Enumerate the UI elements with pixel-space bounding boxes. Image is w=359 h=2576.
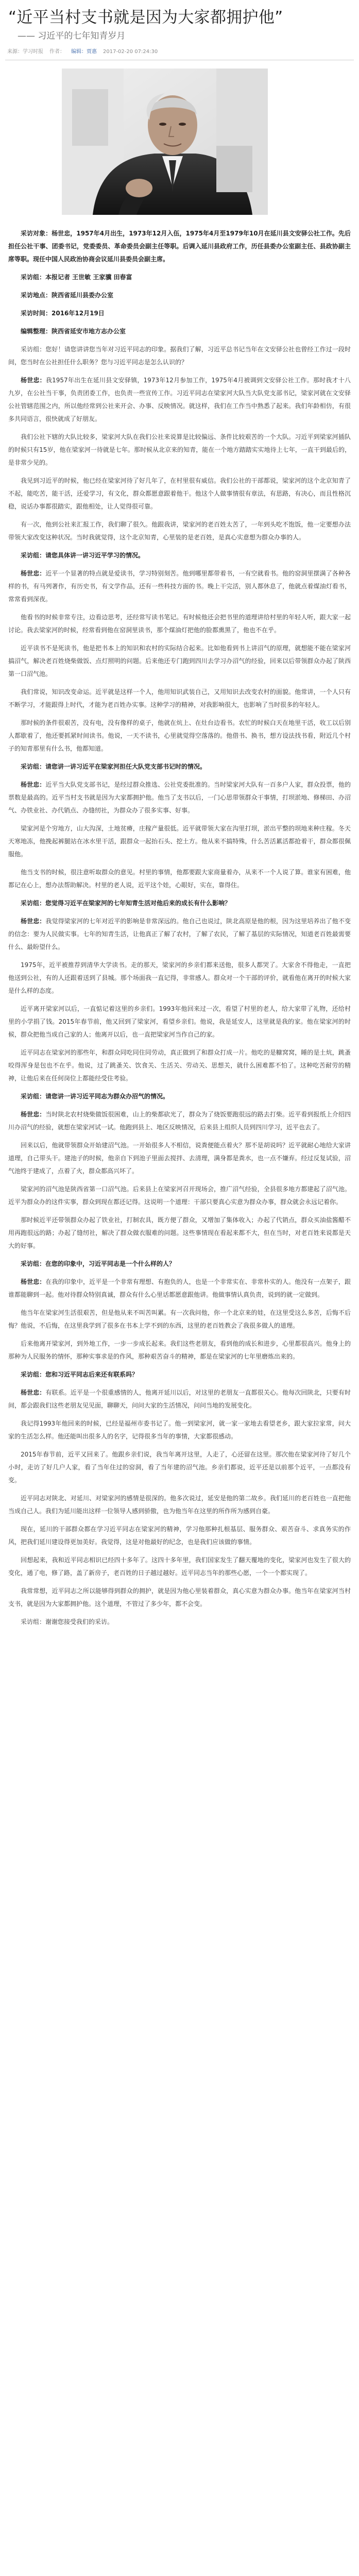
paragraph-text: 采访组：请您讲一讲习近平在梁家河担任大队党支部书记时的情况。	[21, 763, 207, 770]
article-paragraph	[8, 1183, 351, 1209]
paragraph-text: 采访组：您和习近平同志后来还有联系吗？	[21, 1371, 139, 1378]
paragraph-text: 采访组：请您讲一讲习近平同志为群众办沼气的情况。	[21, 1093, 169, 1100]
article-paragraph	[8, 760, 351, 773]
article-paragraph	[8, 325, 351, 338]
article-paragraph	[8, 1258, 351, 1270]
paragraph-text: 采访组：本报记者 王世敏 王家骥 田春富	[21, 274, 132, 281]
paragraph-text: 回想起来，我和近平同志相识已经四十多年了。这四十多年里，我们国家发生了翻天覆地的变化，梁家河也发生了很大的变化，通了电，修了路，盖了新房子，老百姓的日子越过越好。近平同志当年的那些心愿，一个一个都实现了。	[8, 1556, 351, 1577]
article-paragraph	[8, 518, 351, 544]
interviewee-photo	[62, 69, 268, 215]
paragraph-text: 我们常说，知识改变命运。近平就是这样一个人，他用知识武装自己，又用知识去改变农村的面貌。他常讲，一个人只有不断学习，才能跟得上时代，才能为老百姓办实事。这种学习的精神，对我影响很大，也影响了当时很多的年轻人。	[8, 688, 351, 708]
article-subtitle: —— 习近平的七年知青岁月	[18, 31, 126, 41]
paragraph-text: 采访组：在您的印象中，习近平同志是一个什么样的人？	[21, 1260, 176, 1267]
speaker-label: 杨世忠：	[21, 918, 46, 925]
article-paragraph	[8, 271, 351, 284]
article-paragraph	[8, 897, 351, 910]
article-paragraph	[8, 1337, 351, 1363]
article-paragraph	[8, 915, 351, 954]
article-paragraph	[8, 1003, 351, 1041]
paragraph-text: 梁家河是个穷地方，山大沟深，土地贫瘠，庄稼产量很低。近平就带领大家在沟里打坝，淤出平整的坝地来种庄稼。冬天天寒地冻，他挽起裤腿站在冰水里干活，跟群众一起抬石头、挖土方。他从来不搞特殊，什么苦活累活都抢着干，群众都很佩服他。	[8, 825, 351, 858]
paragraph-text: 后来他离开梁家河，到外地工作，一步一步成长起来。我们这些老朋友，看到他的成长和进步，心里都很高兴。他身上的那种为人民服务的情怀，那种实事求是的作风，那种艰苦奋斗的精神，都是在梁家河的七年里磨炼出来的。	[8, 1340, 351, 1360]
paragraph-text: 采访地点：陕西省延川县委办公室	[21, 292, 114, 299]
article-paragraph	[8, 1307, 351, 1332]
paragraph-text: 近平一个显著的特点就是爱读书，学习特别刻苦。他到哪里都带着书，一有空就看书。他的窑洞里摆满了各种各样的书，有马列著作，有历史书，有文学作品，还有一些科技方面的书。晚上干完活，别人都休息了，他就点着煤油灯看书，常常看到深夜。	[8, 570, 351, 603]
article-paragraph	[8, 611, 351, 637]
article-paragraph	[8, 1386, 351, 1412]
paragraph-text: 我们公社下辖的大队比较多，梁家河大队在我们公社来说算是比较偏远、条件比较艰苦的一个大队。习近平到梁家河插队的时候只有15岁，他在梁家河一待就是七年。那时候从北京来的知青，能在一个地方踏踏实实地待上七年，一直干到最后的，是非常少见的。	[8, 433, 351, 466]
article-paragraph	[8, 717, 351, 755]
article-paragraph	[8, 1616, 351, 1629]
paragraph-text: 采访时间：2016年12月19日	[21, 310, 105, 317]
article-paragraph	[8, 1368, 351, 1381]
article-paragraph	[8, 866, 351, 892]
paragraph-text: 当时陕北农村烧柴做饭很困难，山上的柴都砍光了，群众为了烧饭要跑很远的路去打柴。近平看到报纸上介绍四川办沼气的经验，就想在梁家河试一试。他跑到县上、地区反映情况，后来县上组织人员到四川学习，近平也去了。	[8, 1111, 351, 1131]
paragraph-text: 梁家河的沼气池是陕西省第一口沼气池。后来县上在梁家河召开现场会，推广沼气经验，全县很多地方都建起了沼气池。近平为群众办的这件实事，群众到现在都还记得。这说明一个道理：干部只要真心实意为群众办事，群众就会永远记着你。	[8, 1185, 351, 1206]
paragraph-text: 近平读书不是死读书，他是把书本上的知识和农村的实际结合起来。比如他看到书上讲沼气的原理，就想能不能在梁家河搞沼气，解决老百姓烧柴做饭、点灯照明的问题。后来他还专门跑到四川去学习办沼气的经验，回来以后带领群众办起了陕西第一口沼气池。	[8, 645, 351, 677]
meta-source: 来源：学习时报	[7, 49, 43, 55]
article-meta	[7, 47, 354, 57]
speaker-label: 杨世忠：	[21, 781, 46, 788]
paragraph-text: 有一次，他到公社来汇报工作，我们聊了很久。他跟我讲，梁家河的老百姓太苦了，一年到头吃不饱饭，他一定要想办法带领大家改变这种状况。当时我就觉得，这个北京知青，心里装的是老百姓，是真心实意想为群众办事的人。	[8, 521, 351, 541]
paragraph-text: 我1957年出生在延川县文安驿镇，1973年12月参加工作，1975年4月被调到文安驿公社工作。那时我才十八九岁，在公社当干事，负责团委工作，也负责一些宣传工作。习近平同志在梁家河大队当大队党支部书记，梁家河就在文安驿公社管辖范围之内，所以他经常到公社来开会、办事、反映情况。就这样，我们在工作当中熟悉了起来。我们年龄相仿，有很多共同语言，很快就成了好朋友。	[8, 377, 351, 422]
article-paragraph	[8, 1276, 351, 1301]
paragraph-text: 他当年在梁家河生活很艰苦，但是他从来不叫苦叫累。有一次我问他，你一个北京来的娃，在这里受这么多苦，后悔不后悔？他说，不后悔，在这里我学到了很多在书本上学不到的东西，这里的老百姓教会了我很多做人的道理。	[8, 1309, 351, 1329]
paragraph-text: 回来以后，他就带领群众开始建沼气池。一开始很多人不相信，说粪便能点着火？那不是胡说吗？近平就耐心地给大家讲道理，自己带头干。建池子的时候，他亲自下到池子里面去搅拌、去清理，满身都是粪水，也一点不嫌弃。经过反复试验，沼气池终于建成了，点着了火，群众都高兴坏了。	[8, 1142, 351, 1175]
paragraph-text: 采访对象：杨世忠，1957年4月出生，1973年12月入伍，1975年4月至1979年10月在延川县文安驿公社工作。先后担任公社干事、团委书记，党委委员、革命委员会副主任等职。后调入延川县政府工作，历任县委办公室副主任、县政协副主席等职。现任中国人民政治协商会议延川县委员会副主席。	[8, 230, 351, 263]
article-paragraph	[8, 778, 351, 817]
paragraph-text: 他当支书的时候，很注意听取群众的意见。村里的事情，他都要跟大家商量着办，从来不一个人说了算。谁家有困难，他都记在心上，想办法帮助解决。村里的老人说，近平这个娃，心眼好，实在，靠得住。	[8, 869, 351, 889]
paragraph-text: 现在，延川的干部群众都在学习近平同志在梁家河的精神，学习他那种扎根基层、服务群众、艰苦奋斗、求真务实的作风，把我们延川建设得更加美好。我觉得，这是对他最好的纪念，也是我们应该做的事情。	[8, 1526, 351, 1546]
speaker-label: 杨世忠：	[21, 570, 46, 577]
meta-author: 作者：	[49, 49, 65, 55]
paragraph-text: 近平当大队党支部书记，是经过群众推选、公社党委批准的。当时梁家河大队有一百多户人家，群众投票，他的票数是最高的。近平当村支书就是因为大家都拥护他。他当了支书以后，一门心思带领群众干事情，打坝淤地、修梯田、办沼气、办铁业社、办代销点、办缝纫社，为群众办了很多实事、好事。	[8, 781, 351, 814]
article-paragraph	[8, 1523, 351, 1549]
article-paragraph	[8, 1139, 351, 1178]
paragraph-text: 那时候近平还带领群众办起了铁业社，打制农具，既方便了群众，又增加了集体收入；办起了代销点，群众买油盐酱醋不用再跑很远的路；办起了缝纫社，解决了群众做衣服难的问题。这些事情现在看起来都不大，但在当时，对老百姓来说都是天大的好事。	[8, 1216, 351, 1249]
article-paragraph	[8, 431, 351, 469]
meta-date: 2017-02-20 07:24:30	[103, 49, 158, 55]
article-paragraph	[8, 959, 351, 997]
article-paragraph	[8, 374, 351, 426]
paragraph-text: 有联系。近平是一个很重感情的人，他离开延川以后，对这里的老朋友一直都很关心。他每次回陕北，只要有时间，都会跟我们这些老朋友见见面，聊聊天，问问大家的生活情况，问问当地的发展变化。	[8, 1389, 351, 1409]
paragraph-text: 采访组：请您具体讲一讲习近平学习的情况。	[21, 552, 145, 559]
paragraph-text: 采访组：您好！请您讲讲您当年对习近平同志的印象。据我们了解，习近平总书记当年在文安驿公社也曾经工作过一段时间，您当时在公社担任什么职务？您与习近平同志是怎么认识的？	[8, 346, 351, 366]
paragraph-text: 我记得1993年他回来的时候，已经是福州市委书记了。他一到梁家河，就一家一家地去看望老乡，跟大家拉家常，问大家的生活怎么样。他还能叫出很多人的名字，记得很多当年的事情，大家都很感动。	[8, 1420, 351, 1440]
paragraph-text: 编辑整理：陕西省延安市地方志办公室	[21, 328, 126, 335]
paragraph-text: 近平离开梁家河以后，一直惦记着这里的乡亲们。1993年他回来过一次，看望了村里的老人，给大家带了礼物，还给村里的小学捐了钱。2015年春节前，他又回到了梁家河，看望乡亲们。他说，我是延安人，这里就是我的家。他在梁家河的时候，群众把他当成自己家的人；他离开以后，也一直把梁家河当作自己的家。	[8, 1005, 351, 1038]
article-paragraph	[8, 1448, 351, 1487]
meta-editor: 编辑：贾惠	[71, 49, 97, 55]
article-paragraph	[8, 822, 351, 861]
article-paragraph	[8, 1554, 351, 1580]
paragraph-text: 那时候的条件很艰苦，没有电，没有像样的桌子，他就在炕上、在灶台边看书。农忙的时候白天在地里干活，收工以后别人都歇着了，他还要抓紧时间读书。他说，一天不读书，心里就觉得空落落的。他借书、换书，想方设法找书看，附近几个村子的知青那里有什么书，他都知道。	[8, 719, 351, 752]
speaker-label: 杨世忠：	[21, 1111, 46, 1118]
paragraph-text: 1975年，近平被推荐到清华大学读书。走的那天，梁家河的乡亲们都来送他，很多人都哭了。大家舍不得他走，一直把他送到公社，有的人还跟着送到了县城。那个场面我一直记得，非常感人。群众对一个干部的评价，就看他在离开的时候大家是什么样的态度。	[8, 961, 351, 994]
paragraph-text: 2015年春节前，近平又回来了。他跟乡亲们说，我当年离开这里，人走了，心还留在这里。那次他在梁家河待了好几个小时，走访了好几户人家，看了当年住过的窑洞，看了当年建的沼气池。乡亲们都说，近平还是以前那个近平，一点都没有变。	[8, 1451, 351, 1484]
article-paragraph	[8, 1492, 351, 1518]
article-paragraph	[8, 567, 351, 606]
article-title: “近平当村支书就是因为大家都拥护他”	[8, 8, 283, 27]
article-paragraph	[8, 1585, 351, 1611]
speaker-label: 杨世忠：	[21, 1389, 46, 1396]
article-paragraph	[8, 343, 351, 369]
paragraph-text: 采访组：您觉得习近平在梁家河的七年知青生活对他后来的成长有什么影响？	[21, 900, 231, 907]
article-paragraph	[8, 1108, 351, 1134]
paragraph-text: 他看书的时候非常专注，边看边思考，还经常写读书笔记。有时候他还会把书里的道理讲给村里的年轻人听，跟大家一起讨论。我去梁家河的时候，经常看到他在窑洞里读书，那个煤油灯把他的脸都熏黑了，他也不在乎。	[8, 614, 351, 634]
article-paragraph	[8, 227, 351, 266]
article-paragraph	[8, 1214, 351, 1252]
article-paragraph	[8, 1046, 351, 1085]
article-paragraph	[8, 474, 351, 513]
speaker-label: 杨世忠：	[21, 1278, 46, 1285]
article-paragraph	[8, 549, 351, 562]
paragraph-text: 近平同志对陕北、对延川、对梁家河的感情是很深的。他多次说过，延安是他的第二故乡。我们延川的老百姓也一直把他当成自己人。我们为延川能出这样一位领导人感到骄傲，也为他当年在这里的所作所为感到自豪。	[8, 1495, 351, 1515]
article-paragraph	[8, 1090, 351, 1103]
paragraph-text: 我觉得梁家河的七年对近平的影响是非常深远的。他自己也说过，陕北高原是他的根，因为这里培养出了他不变的信念：要为人民做实事。七年的知青生活，让他真正了解了农村，了解了农民，了解了基层的实际情况，知道老百姓最需要什么、最盼望什么。	[8, 918, 351, 951]
paragraph-text: 采访组：谢谢您接受我们的采访。	[21, 1618, 114, 1625]
paragraph-text: 我常常想，近平同志之所以能够得到群众的拥护，就是因为他心里装着群众，真心实意为群众办事。他当年在梁家河当村支书，就是因为大家都拥护他。这个道理，不管过了多少年，都不会变。	[8, 1587, 351, 1607]
article-paragraph	[8, 686, 351, 711]
article-paragraph	[8, 642, 351, 681]
article-paragraph	[8, 307, 351, 320]
speaker-label: 杨世忠：	[21, 377, 46, 384]
paragraph-text: 在我的印象中，近平是一个非常有理想、有抱负的人，也是一个非常实在、非常朴实的人。他没有一点架子，跟谁都能聊到一起。他对待群众特别真诚，群众有什么心里话都愿意跟他讲。他做事情认真负责，说到的就一定做到。	[8, 1278, 351, 1298]
paragraph-text: 近平同志在梁家河的那些年，和群众同吃同住同劳动，真正做到了和群众打成一片。他吃的是糠窝窝，睡的是土炕，跳蚤咬得浑身是包也不在乎。他说，过了跳蚤关、饮食关、生活关、劳动关、思想关，就什么困难都不怕了。这种吃苦耐劳的精神，让他后来在任何岗位上都能经受住考验。	[8, 1049, 351, 1082]
article-paragraph	[8, 289, 351, 302]
article-paragraph	[8, 1417, 351, 1443]
paragraph-text: 我见到习近平的时候，他已经在梁家河待了好几年了，在村里很有威信。我们公社的干部都说，梁家河的这个北京知青了不起，能吃苦，能干活，还爱学习，有文化，群众都愿意跟着他干。他这个人做事情很有章法，有思路，有决心，而且性格沉稳，说话办事都很踏实，跟他相处，让人觉得很可靠。	[8, 477, 351, 510]
article-body	[8, 227, 351, 1629]
